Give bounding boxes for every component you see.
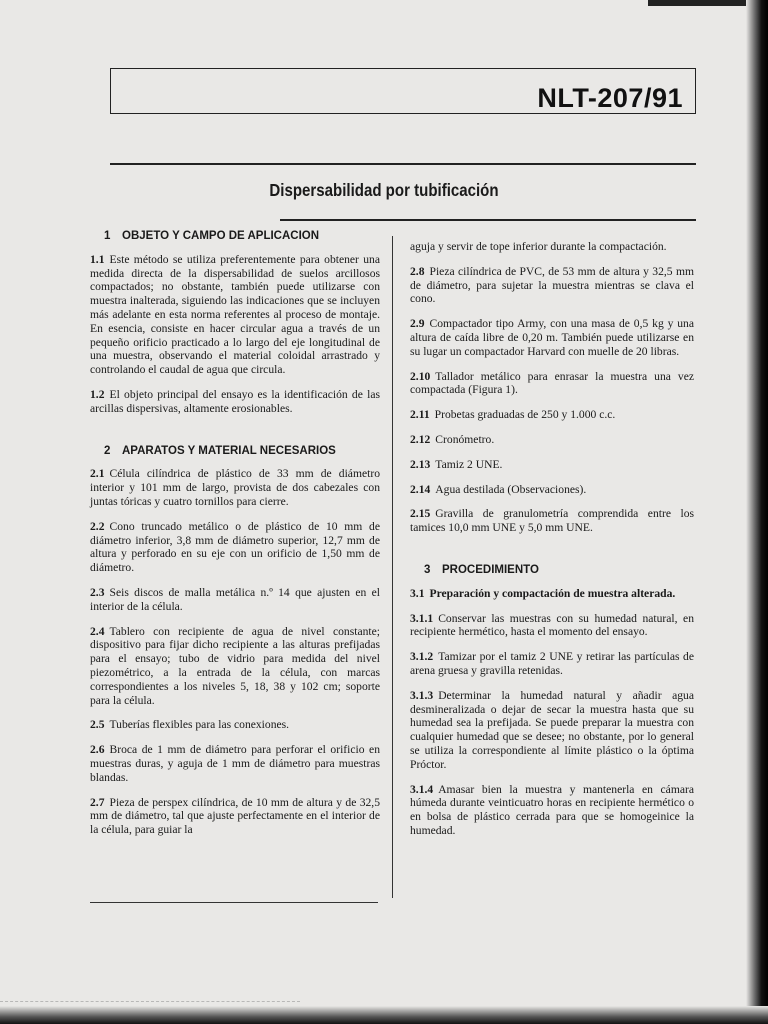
clause-number: 2.11 [410,408,430,422]
clause-text: Este método se utiliza preferentemente para obtener una medida directa de la dispersabilidad de suelos arcillosos compactados; no obstante, también puede utilizarse con muestra inalterada, siguiendo las indicaciones que se incluyen más adelante en esta norma referentes al proceso de montaje. En esencia, consiste en hacer circular agua a través de un pequeño orificio practicado a lo largo del eje longitudinal de una muestra, observando el material coloidal arrastrado y controlando el caudal de agua que circula. [90,252,380,377]
document-code-box [110,68,696,114]
section-number: 1 [104,230,111,242]
clause-number: 2.3 [90,585,105,599]
clause-number: 2.15 [410,507,431,521]
clause-paragraph [410,507,694,535]
clause-paragraph [90,520,380,575]
clause-text: Célula cilíndrica de plástico de 33 mm de diámetro interior y 101 mm de largo, provista de dos cabezales con juntas tóricas y cuatro tornillos para cierre. [90,467,380,508]
clause-paragraph [90,718,380,732]
clause-number: 2.1 [90,467,105,481]
clause-paragraph [90,625,380,708]
clause-number: 3.1 [410,586,425,600]
clause-number: 3.1.2 [410,650,434,664]
scan-edge-right [746,0,768,1024]
clause-paragraph [90,796,380,837]
clause-paragraph [410,317,694,358]
clause-number: 2.5 [90,718,105,732]
clause-paragraph [410,240,694,254]
clause-text: Pieza de perspex cilíndrica, de 10 mm de altura y de 32,5 mm de diámetro, tal que ajuste perfectamente en el interior de la célula, para guiar la [90,795,380,837]
clause-paragraph [410,458,694,472]
clause-paragraph [90,253,380,377]
clause-number: 3.1.4 [410,782,434,796]
clause-number: 2.6 [90,743,105,757]
title-rule-top [110,163,696,165]
section-spacer [410,546,694,564]
clause-number: 2.7 [90,795,105,809]
clause-paragraph [410,587,694,601]
clause-text: Tallador metálico para enrasar la muestra una vez compactada (Figura 1). [410,369,694,397]
section-title: APARATOS Y MATERIAL NECESARIOS [122,444,336,457]
clause-paragraph [410,783,694,838]
clause-text: aguja y servir de tope inferior durante la compactación. [410,240,667,253]
clause-text: Compactador tipo Army, con una masa de 0,5 kg y una altura de caída libre de 0,20 m. También puede utilizarse en su lugar un compactador Harvard con muelle de 20 libras. [410,317,694,358]
left-column [90,230,380,848]
clause-paragraph [410,370,694,398]
right-column [410,240,694,849]
clause-text: Probetas graduadas de 250 y 1.000 c.c. [434,408,616,422]
clause-number: 1.2 [90,387,105,401]
clause-number: 2.13 [410,457,431,471]
clause-text: Preparación y compactación de muestra alterada. [429,586,676,600]
page-title: Dispersabilidad por tubificación [269,180,499,200]
clause-text: Seis discos de malla metálica n.º 14 que ajusten en el interior de la célula. [90,585,380,613]
clause-paragraph [90,743,380,784]
clause-text: Broca de 1 mm de diámetro para perforar el orificio en muestras duras, y aguja de 1 mm de diámetro para muestras blandas. [90,743,380,784]
clause-paragraph [90,586,380,614]
clause-text: Tamizar por el tamiz 2 UNE y retirar las partículas de arena gruesa y gravilla retenidas. [410,650,694,677]
clause-text: Gravilla de granulometría comprendida entre los tamices 10,0 mm UNE y 5,0 mm UNE. [410,507,694,535]
section-heading [90,445,380,459]
clause-number: 3.1.3 [410,688,434,702]
clause-text: Pieza cilíndrica de PVC, de 53 mm de altura y 32,5 mm de diámetro, para sujetar la muestra mientras se clava el cono. [410,264,694,306]
section-title: OBJETO Y CAMPO DE APLICACION [122,230,320,242]
clause-paragraph [90,467,380,508]
scan-edge-bottom [0,1006,768,1024]
clause-number: 3.1.1 [410,611,434,625]
section-number: 3 [424,563,431,576]
clause-text: Tablero con recipiente de agua de nivel constante; dispositivo para fijar dicho recipiente a las alturas prefijadas para el ensayo; tubo de vidrio para medida del nivel piezométrico, a la entrada de la célula, con marcas correspondientes a los niveles 5, 18, 38 y 102 cm; soporte para la célula. [90,624,380,707]
section-heading [90,230,380,244]
left-column-bottom-rule [90,902,378,903]
clause-paragraph [410,689,694,772]
clause-text: Tuberías flexibles para las conexiones. [109,718,290,732]
clause-paragraph [410,433,694,447]
clause-text: El objeto principal del ensayo es la identificación de las arcillas dispersivas, altamente erosionables. [90,387,380,415]
clause-paragraph [410,612,694,640]
clause-text: Tamiz 2 UNE. [435,457,503,471]
clause-paragraph [410,650,694,678]
scan-specks [0,993,300,1002]
clause-text: Amasar bien la muestra y mantenerla en cámara húmeda durante veinticuatro horas en recipiente hermético o en bolsa de plástico cerrada para que se homogeinice la humedad. [410,782,694,837]
clause-text: Cronómetro. [435,432,495,446]
clause-number: 1.1 [90,252,105,266]
clause-number: 2.12 [410,432,431,446]
clause-number: 2.10 [410,369,431,383]
section-number: 2 [104,444,111,457]
section-title: PROCEDIMIENTO [442,563,539,576]
clause-text: Cono truncado metálico o de plástico de 10 mm de diámetro inferior, 3,8 mm de diámetro superior, 12,7 mm de altura y perforado en su eje con un orificio de 1,50 mm de diámetro. [90,519,380,575]
clause-paragraph [410,483,694,497]
clause-text: Agua destilada (Observaciones). [435,482,587,496]
clause-paragraph [410,265,694,306]
section-spacer [90,427,380,445]
title-rule-bottom [280,219,696,221]
clause-number: 2.2 [90,519,105,533]
clause-number: 2.9 [410,317,425,331]
clause-number: 2.8 [410,264,425,278]
clause-text: Determinar la humedad natural y añadir agua desmineralizada o dejar de secar la muestra hasta que su humedad sea la prefijada. Se puede preparar la muestra con cualquier humedad que se desee; no obstante, por lo general se utiliza la correspondiente al límite plástico o la óptima Próctor. [410,688,694,771]
column-divider [392,236,393,898]
clause-text: Conservar las muestras con su humedad natural, en recipiente hermético, hasta el momento del ensayo. [410,611,694,639]
section-heading [410,564,694,578]
document-code: NLT-207/91 [537,83,683,113]
clause-number: 2.4 [90,624,105,638]
clause-paragraph [410,408,694,422]
clause-number: 2.14 [410,482,431,496]
clause-paragraph [90,388,380,416]
